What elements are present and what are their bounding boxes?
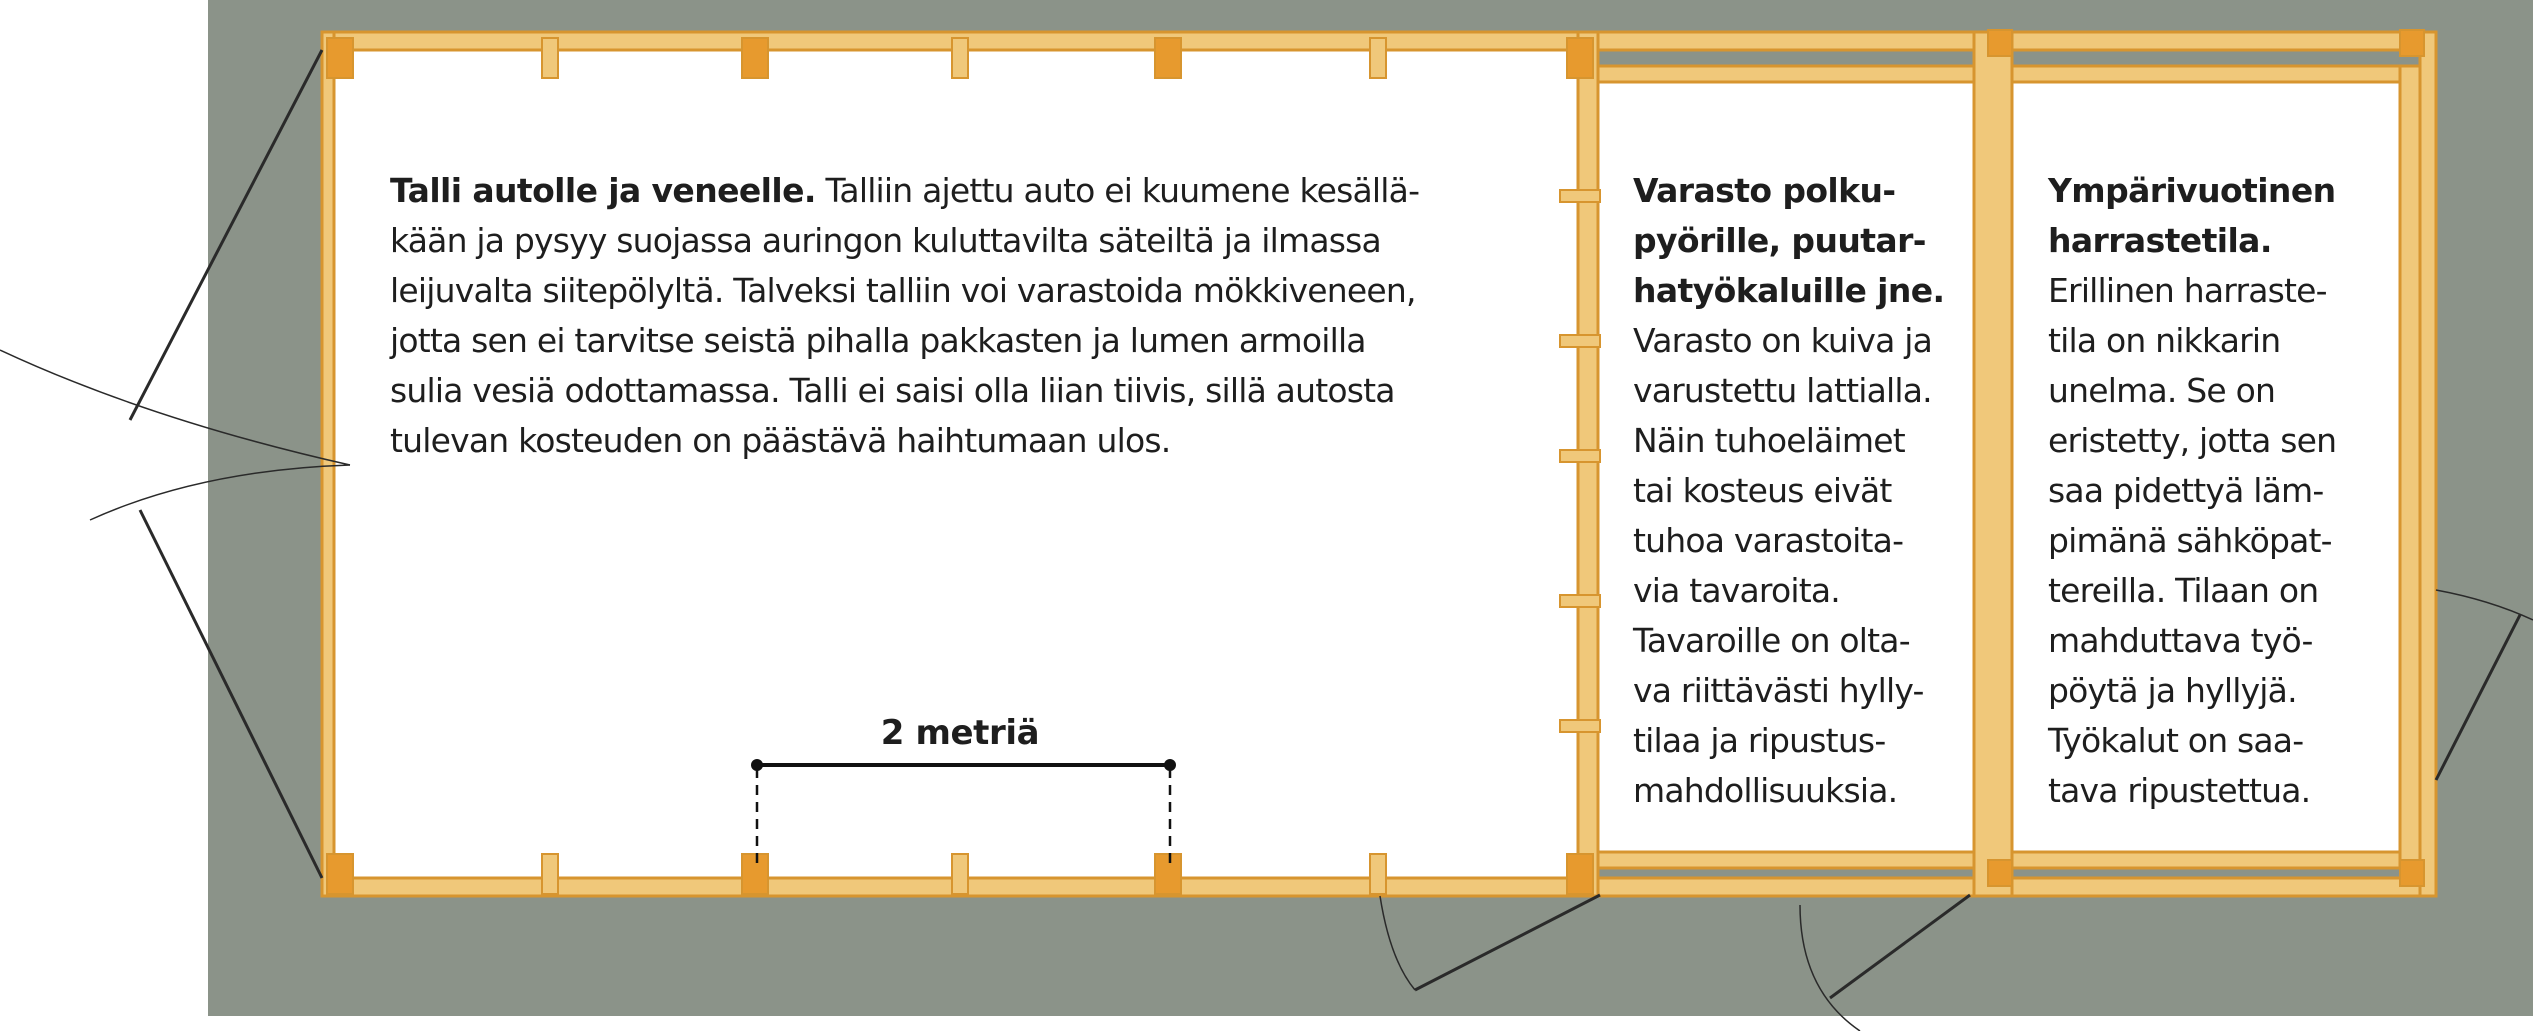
storage-body: Varasto on kuiva ja varustettu lattialla. Näin tuhoeläimet tai kosteus eivät tuhoa varastoita- via tavaroita. Tavaroille on olta- va riittävästi hylly- tilaa ja ripustus- mahdollisuuksia. <box>1633 321 1933 810</box>
garage-left-wall <box>322 32 334 896</box>
partition-stud <box>1560 450 1600 462</box>
wall-post <box>742 38 768 78</box>
wall-post <box>327 854 353 894</box>
storage-description <box>1633 166 1963 816</box>
scale-bar-label: 2 metriä <box>880 713 1040 753</box>
corner-post <box>1988 860 2012 886</box>
storage-hobby-partition <box>1974 32 2012 896</box>
partition-stud <box>1560 335 1600 347</box>
right-wall <box>2420 32 2436 896</box>
hobby-inner-top <box>2012 66 2420 82</box>
storage-inner-top <box>1598 66 1974 82</box>
wall-post <box>952 38 968 78</box>
wall-post <box>742 854 768 894</box>
wall-post <box>1155 38 1181 78</box>
storage-inner-bottom <box>1598 852 1974 868</box>
partition-stud <box>1560 720 1600 732</box>
corner-post <box>1988 30 2012 56</box>
hobby-inner-right <box>2400 66 2420 868</box>
wall-post <box>1155 854 1181 894</box>
wall-post <box>952 854 968 894</box>
wall-post <box>1567 38 1593 78</box>
garage-body: Talliin ajettu auto ei kuumene kesällä- kään ja pysyy suojassa auringon kuluttavilta säteiltä ja ilmassa leijuvalta siitepölyltä. Talveksi talliin voi varastoida mökkiveneen, jotta sen ei tarvitse seistä pihalla pakkasten ja lumen armoilla sulia vesiä odottamassa. Talli ei saisi olla liian tiivis, sillä autosta tulevan kosteuden on päästävä haihtumaan ulos. <box>390 171 1420 460</box>
storage-title: Varasto polku- pyörille, puutar- hatyökaluille jne. <box>1633 171 1945 310</box>
wall-post <box>1567 854 1593 894</box>
wall-post <box>1370 38 1386 78</box>
partition-stud <box>1560 190 1600 202</box>
hobby-inner-bottom <box>2012 852 2420 868</box>
garage-storage-partition <box>1578 32 1598 896</box>
wall-post <box>1370 854 1386 894</box>
corner-post <box>2400 30 2424 56</box>
wall-post <box>542 854 558 894</box>
garage-title: Talli autolle ja veneelle. <box>390 171 816 210</box>
garage-description <box>390 166 1500 466</box>
wall-post <box>327 38 353 78</box>
corner-post <box>2400 860 2424 886</box>
hobby-room-title: Ympärivuotinen harrastetila. <box>2048 171 2336 260</box>
wall-post <box>542 38 558 78</box>
hobby-room-description <box>2048 166 2378 816</box>
partition-stud <box>1560 595 1600 607</box>
hobby-room-body: Erillinen harraste- tila on nikkarin unelma. Se on eristetty, jotta sen saa pidettyä läm- pimänä sähköpat- tereilla. Tilaan on mahduttava työ- pöytä ja hyllyjä. Työkalut on saa- tava ripustettua. <box>2048 271 2337 810</box>
